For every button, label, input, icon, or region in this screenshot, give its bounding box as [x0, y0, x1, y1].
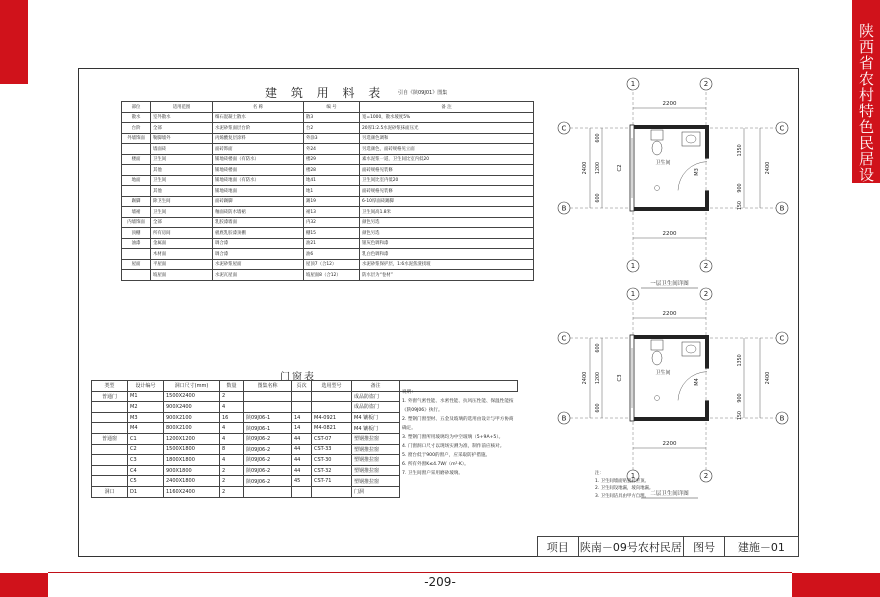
title-drawing-label: 图号	[684, 537, 725, 556]
materials-cell: 棚15	[304, 228, 360, 239]
windows-cell: CST-71	[312, 476, 352, 487]
materials-cell: 坡屋面	[151, 270, 213, 281]
materials-cell: 卫生间	[151, 207, 213, 218]
windows-cell	[92, 444, 128, 455]
title-block	[537, 536, 799, 557]
materials-row	[122, 196, 534, 207]
dim-left-total: 2400	[582, 161, 588, 175]
wall-bottom	[630, 207, 709, 211]
windows-cell: 陕09J06-1	[244, 423, 292, 434]
windows-cell: 1160X2400	[164, 486, 220, 497]
materials-cell: 裙13	[304, 207, 360, 218]
toilet-bowl	[652, 351, 662, 365]
windows-cell: 900X2400	[164, 402, 220, 413]
windows-cell: 14	[292, 412, 312, 423]
materials-cell: 地1	[304, 186, 360, 197]
materials-cell: 板底乳胶漆顶棚	[213, 228, 304, 239]
materials-cell: 铺地砖地面（有防水）	[213, 175, 304, 186]
axis-label-c-right: C	[779, 334, 785, 343]
window-label: C2	[617, 164, 623, 172]
axis-label-c: C	[561, 334, 567, 343]
materials-row	[122, 259, 534, 270]
dim-top: 2200	[662, 311, 677, 317]
windows-cell	[292, 402, 312, 413]
windows-note-item: 7. 卫生间窗户采用磨砂玻璃。	[402, 471, 463, 476]
wall-right-lower	[705, 400, 709, 421]
materials-cell: 全部	[151, 123, 213, 134]
windows-note-item: 3. 塑钢门窗所用玻璃均为中空玻璃（5+9A+5）。	[402, 435, 504, 440]
materials-cell	[122, 249, 151, 260]
axis-label-2: 2	[703, 80, 709, 88]
materials-cell: 素水泥浆一道，卫生间比室内低20	[360, 154, 534, 165]
windows-cell: 45	[292, 476, 312, 487]
door-swing	[678, 162, 707, 191]
plan-note-item: 2. 卫生间设地漏，坡向地漏。	[595, 486, 654, 491]
windows-header-cell: 备注	[352, 381, 400, 392]
materials-cell: 卫生间	[151, 175, 213, 186]
toilet-bowl	[652, 141, 662, 155]
windows-cell: 1800X1800	[164, 455, 220, 466]
materials-row	[122, 207, 534, 218]
materials-cell: 6-10厚面砖踢脚	[360, 196, 534, 207]
windows-cell: C3	[128, 455, 164, 466]
materials-cell: 屋顶7（合12）	[304, 259, 360, 270]
materials-source-note: 引自《陕09J01》图集	[398, 90, 448, 96]
materials-header-row	[122, 102, 534, 113]
dim-top: 2200	[662, 101, 677, 107]
axis-label-b-right: B	[779, 204, 785, 213]
dim-right-part: 900	[738, 393, 743, 403]
axis-label-2-bottom: 2	[703, 262, 709, 270]
plan-note-item: 3. 卫生间洁具由甲方自理。	[595, 493, 649, 499]
windows-cell: 洞口	[92, 486, 128, 497]
materials-row	[122, 175, 534, 186]
windows-cell	[244, 486, 292, 497]
wall-top	[630, 335, 709, 339]
axis-label-1-bottom: 1	[630, 262, 636, 270]
materials-row	[122, 123, 534, 134]
materials-cell: 楼29	[304, 154, 360, 165]
materials-cell: 面砖踢脚	[213, 196, 304, 207]
materials-cell: 调合漆	[213, 238, 304, 249]
axis-label-1-bottom: 1	[630, 472, 636, 480]
windows-cell: 陕09J06-2	[244, 465, 292, 476]
toilet-tank	[651, 130, 663, 140]
materials-cell: 油漆	[122, 238, 151, 249]
windows-cell: 普通窗	[92, 433, 128, 444]
windows-cell: 塑钢推拉窗	[352, 444, 400, 455]
windows-header-cell: 数量	[220, 381, 244, 392]
materials-cell: 墙面砖	[151, 144, 213, 155]
windows-cell: M4-0921	[312, 412, 352, 423]
windows-cell: M4 镶板门	[352, 423, 400, 434]
materials-cell: 所有房间	[151, 228, 213, 239]
axis-label-b: B	[561, 204, 567, 213]
windows-header-cell: 页次	[292, 381, 312, 392]
windows-cell: 4	[220, 455, 244, 466]
materials-title: 建 筑 用 料 表	[265, 86, 386, 100]
windows-cell	[92, 476, 128, 487]
windows-cell: 44	[292, 444, 312, 455]
door-label: M4	[694, 378, 700, 386]
materials-cell: 银灰色调和漆	[360, 238, 534, 249]
sidebar-tab: 陕西省农村特色民居设计图集	[852, 0, 880, 183]
windows-cell: 8	[220, 444, 244, 455]
wall-bottom	[630, 417, 709, 421]
materials-cell: 内32	[304, 217, 360, 228]
room-label: 卫生间	[655, 160, 671, 166]
washbasin-bowl	[686, 135, 696, 143]
windows-notes-title: 说明：	[402, 390, 416, 395]
windows-note-item: 4. 门窗洞口尺寸以现场实测为准，制作前应核对。	[402, 444, 505, 449]
plan-title: 二层卫生间详图	[650, 491, 689, 497]
materials-row	[122, 238, 534, 249]
materials-cell: 坡屋面8（合12）	[304, 270, 360, 281]
wall-right-upper	[705, 335, 709, 369]
materials-cell: 卫生间	[151, 154, 213, 165]
materials-cell	[122, 165, 151, 176]
windows-cell: 塑钢推拉窗	[352, 433, 400, 444]
materials-cell: 另选颜色调和	[360, 133, 534, 144]
dim-right-total: 2400	[765, 161, 771, 175]
windows-cell: M2	[128, 402, 164, 413]
materials-cell	[122, 270, 151, 281]
axis-label-2: 2	[703, 290, 709, 298]
plan-notes	[595, 470, 795, 500]
materials-row	[122, 133, 534, 144]
door-swing	[678, 372, 707, 401]
wall-right-upper	[705, 125, 709, 159]
windows-cell	[292, 391, 312, 402]
windows-cell: CST-32	[312, 465, 352, 476]
windows-notes	[402, 388, 517, 478]
materials-cell: 地面	[122, 175, 151, 186]
dim-left-part: 1200	[596, 161, 601, 175]
windows-cell	[92, 455, 128, 466]
windows-cell: CST-07	[312, 433, 352, 444]
windows-cell: M4	[128, 423, 164, 434]
plan-notes-label: 注：	[595, 471, 604, 476]
windows-cell: C4	[128, 465, 164, 476]
windows-cell: 塑钢推拉窗	[352, 476, 400, 487]
materials-row	[122, 144, 534, 155]
windows-cell: C5	[128, 476, 164, 487]
windows-cell: 塑钢推拉窗	[352, 455, 400, 466]
materials-cell: 楼28	[304, 165, 360, 176]
materials-header-cell: 编 号	[304, 102, 360, 113]
windows-cell: C2	[128, 444, 164, 455]
footer-rule	[48, 572, 792, 573]
windows-cell: 成品防盗门	[352, 391, 400, 402]
materials-row	[122, 186, 534, 197]
windows-cell: M1	[128, 391, 164, 402]
windows-cell: 成品防盗门	[352, 402, 400, 413]
materials-cell: 水泥砂浆保护层，1:6水泥焦渣找坡	[360, 259, 534, 270]
materials-cell: 面砖饰面	[213, 144, 304, 155]
dim-right-part: 1350	[738, 354, 743, 367]
materials-cell: 水泥砂浆屋面	[213, 259, 304, 270]
windows-header-cell: 选用型号	[312, 381, 352, 392]
floor-drain	[655, 396, 660, 401]
axis-label-1: 1	[630, 290, 636, 298]
materials-cell: 颜色另选	[360, 217, 534, 228]
washbasin	[682, 342, 700, 356]
materials-table	[121, 101, 534, 281]
windows-note-item: 2. 塑钢门窗型材、五金及玻璃的选用由设计与甲方协商确定。	[402, 417, 514, 431]
windows-cell: 44	[292, 465, 312, 476]
materials-cell: 外24	[304, 144, 360, 155]
windows-cell: 1200X1200	[164, 433, 220, 444]
windows-cell: CST-33	[312, 444, 352, 455]
materials-cell: 铺地砖楼面	[213, 165, 304, 176]
windows-cell: 4	[220, 433, 244, 444]
materials-row	[122, 154, 534, 165]
windows-cell: 800X2100	[164, 423, 220, 434]
windows-cell: 陕09J06-2	[244, 476, 292, 487]
plan-first-floor	[558, 78, 788, 288]
windows-cell: 塑钢推拉窗	[352, 465, 400, 476]
windows-cell: 44	[292, 455, 312, 466]
materials-row	[122, 217, 534, 228]
materials-row	[122, 270, 534, 281]
windows-cell: 4	[220, 423, 244, 434]
dim-left-part: 600	[596, 403, 601, 413]
windows-cell: M4-0821	[312, 423, 352, 434]
materials-cell: 其他	[151, 186, 213, 197]
windows-cell	[92, 402, 128, 413]
windows-cell: 900X1800	[164, 465, 220, 476]
windows-header-cell: 设计编号	[128, 381, 164, 392]
materials-cell: 散水	[122, 112, 151, 123]
materials-cell: 油21	[304, 238, 360, 249]
plan-notes-list	[595, 478, 795, 501]
materials-cell: 颜色另选	[360, 228, 534, 239]
axis-label-b-right: B	[779, 414, 785, 423]
windows-title: 门窗表	[280, 372, 316, 383]
materials-cell: 乳胶漆墙面	[213, 217, 304, 228]
wall-top	[630, 125, 709, 129]
materials-cell: 另选颜色，面砖规格见立面	[360, 144, 534, 155]
page-number: -209-	[424, 575, 456, 589]
materials-cell: 卫生间高1.8米	[360, 207, 534, 218]
windows-cell	[292, 486, 312, 497]
materials-cell: 釉面砖防水墙裙	[213, 207, 304, 218]
materials-cell: 除卫生间	[151, 196, 213, 207]
materials-cell: 地41	[304, 175, 360, 186]
windows-cell: 2	[220, 391, 244, 402]
windows-cell	[244, 391, 292, 402]
plan-title: 一层卫生间详图	[650, 281, 689, 287]
materials-header-cell: 适用范围	[151, 102, 213, 113]
materials-cell: 宽=1000，散水坡度5%	[360, 112, 534, 123]
materials-cell: 台2	[304, 123, 360, 134]
materials-cell	[122, 144, 151, 155]
materials-cell: 屋面	[122, 259, 151, 270]
wall-right-lower	[705, 190, 709, 211]
windows-cell: 陕09J06-2	[244, 444, 292, 455]
materials-cell: 铺地砖地面	[213, 186, 304, 197]
windows-header-cell: 洞口尺寸(mm)	[164, 381, 220, 392]
dim-left-part: 600	[596, 133, 601, 143]
materials-cell: 细石混凝土散水	[213, 112, 304, 123]
dim-right-part: 150	[738, 201, 743, 211]
materials-cell: 踢19	[304, 196, 360, 207]
materials-cell: 外涂3	[304, 133, 360, 144]
windows-cell: 16	[220, 412, 244, 423]
windows-notes-list	[402, 397, 517, 478]
materials-cell: 平屋面	[151, 259, 213, 270]
windows-cell	[312, 486, 352, 497]
dim-bottom: 2200	[662, 441, 677, 447]
windows-cell: 900X2100	[164, 412, 220, 423]
windows-cell	[92, 412, 128, 423]
dim-bottom: 2200	[662, 231, 677, 237]
windows-note-item: 6. 所有外窗K≤4.7W/（m²·K）。	[402, 462, 469, 467]
title-drawing-value: 建施－01	[737, 540, 785, 554]
windows-cell: D1	[128, 486, 164, 497]
materials-cell: 内墙饰面	[122, 217, 151, 228]
materials-cell: 台阶	[122, 123, 151, 134]
materials-cell: 20厚1:2.5水泥砂浆抹面压光	[360, 123, 534, 134]
materials-cell: 乳白色调和漆	[360, 249, 534, 260]
windows-cell: 1500X2400	[164, 391, 220, 402]
windows-cell	[244, 402, 292, 413]
materials-cell: 卫生间比室内低20	[360, 175, 534, 186]
windows-cell: 普通门	[92, 391, 128, 402]
door-label: M3	[694, 168, 700, 176]
windows-cell: 1500X1800	[164, 444, 220, 455]
windows-cell	[312, 391, 352, 402]
materials-cell: 外墙饰面	[122, 133, 151, 144]
windows-cell	[92, 465, 128, 476]
windows-note-item: 1. 外窗气密性能、水密性能、抗风压性能、保温性能按《陕09J06》执行。	[402, 399, 514, 413]
axis-label-c: C	[561, 124, 567, 133]
plan-note-item: 1. 卫生间墙面贴瓷砖至顶。	[595, 478, 649, 484]
materials-cell: 水泥砂浆面层台阶	[213, 123, 304, 134]
materials-cell	[122, 186, 151, 197]
materials-cell: 散3	[304, 112, 360, 123]
windows-row	[92, 486, 518, 497]
materials-cell: 楼面	[122, 154, 151, 165]
windows-cell: 陕09J06-2	[244, 455, 292, 466]
materials-cell: 面砖规格见装修	[360, 165, 534, 176]
windows-cell: 14	[292, 423, 312, 434]
windows-cell	[92, 423, 128, 434]
materials-cell: 面砖规格见装修	[360, 186, 534, 197]
materials-cell: 室外散水	[151, 112, 213, 123]
materials-cell: 全部	[151, 217, 213, 228]
dim-left-part: 600	[596, 343, 601, 353]
title-project-label: 项目	[538, 537, 579, 556]
materials-cell: 铺地砖楼面（有防水）	[213, 154, 304, 165]
title-project-value: 陕南－09号农村民居	[579, 537, 685, 556]
windows-cell: 4	[220, 402, 244, 413]
materials-header-cell: 名 称	[213, 102, 304, 113]
materials-cell: 丙烯酸复层涂料	[213, 133, 304, 144]
materials-row	[122, 165, 534, 176]
dim-left-part: 600	[596, 193, 601, 203]
windows-cell: 门洞	[352, 486, 400, 497]
materials-header-cell: 部位	[122, 102, 151, 113]
red-corner-tab-left	[0, 0, 28, 84]
materials-header-cell: 备 注	[360, 102, 534, 113]
window-label: C3	[617, 374, 623, 382]
windows-cell: 陕09J06-2	[244, 433, 292, 444]
windows-cell: M3	[128, 412, 164, 423]
windows-cell: C1	[128, 433, 164, 444]
windows-cell	[312, 402, 352, 413]
room-label: 卫生间	[655, 370, 671, 376]
materials-cell: 顶棚	[122, 228, 151, 239]
windows-header-cell: 图集名称	[244, 381, 292, 392]
windows-cell: 2400X1800	[164, 476, 220, 487]
dim-right-total: 2400	[765, 371, 771, 385]
windows-cell: 陕09J06-1	[244, 412, 292, 423]
materials-cell: 木材面	[151, 249, 213, 260]
washbasin	[682, 132, 700, 146]
dim-right-part: 1350	[738, 144, 743, 157]
materials-table-wrap	[121, 101, 534, 281]
axis-label-2-bottom: 2	[703, 472, 709, 480]
materials-cell: 油6	[304, 249, 360, 260]
materials-cell: 勒脚墙外	[151, 133, 213, 144]
windows-cell: CST-30	[312, 455, 352, 466]
axis-label-1: 1	[630, 80, 636, 88]
materials-row	[122, 228, 534, 239]
dim-right-part: 150	[738, 411, 743, 421]
windows-cell: 2	[220, 465, 244, 476]
materials-cell: 其他	[151, 165, 213, 176]
materials-row	[122, 249, 534, 260]
toilet-tank	[651, 340, 663, 350]
windows-cell: M4 镶板门	[352, 412, 400, 423]
windows-cell: 44	[292, 433, 312, 444]
windows-note-item: 5. 窗台低于900的窗户，应采取防护措施。	[402, 453, 491, 458]
windows-header-cell: 类型	[92, 381, 128, 392]
materials-cell: 墙裙	[122, 207, 151, 218]
materials-cell: 踢脚	[122, 196, 151, 207]
plan-second-floor	[558, 288, 788, 498]
windows-cell: 2	[220, 476, 244, 487]
windows-cell: 2	[220, 486, 244, 497]
materials-cell: 水泥瓦屋面	[213, 270, 304, 281]
washbasin-bowl	[686, 345, 696, 353]
dim-right-part: 900	[738, 183, 743, 193]
axis-label-b: B	[561, 414, 567, 423]
materials-cell: 调合漆	[213, 249, 304, 260]
materials-cell: 防水层为“卷材”	[360, 270, 534, 281]
axis-label-c-right: C	[779, 124, 785, 133]
floor-drain	[655, 186, 660, 191]
dim-left-total: 2400	[582, 371, 588, 385]
materials-cell: 金属面	[151, 238, 213, 249]
materials-row	[122, 112, 534, 123]
dim-left-part: 1200	[596, 371, 601, 385]
